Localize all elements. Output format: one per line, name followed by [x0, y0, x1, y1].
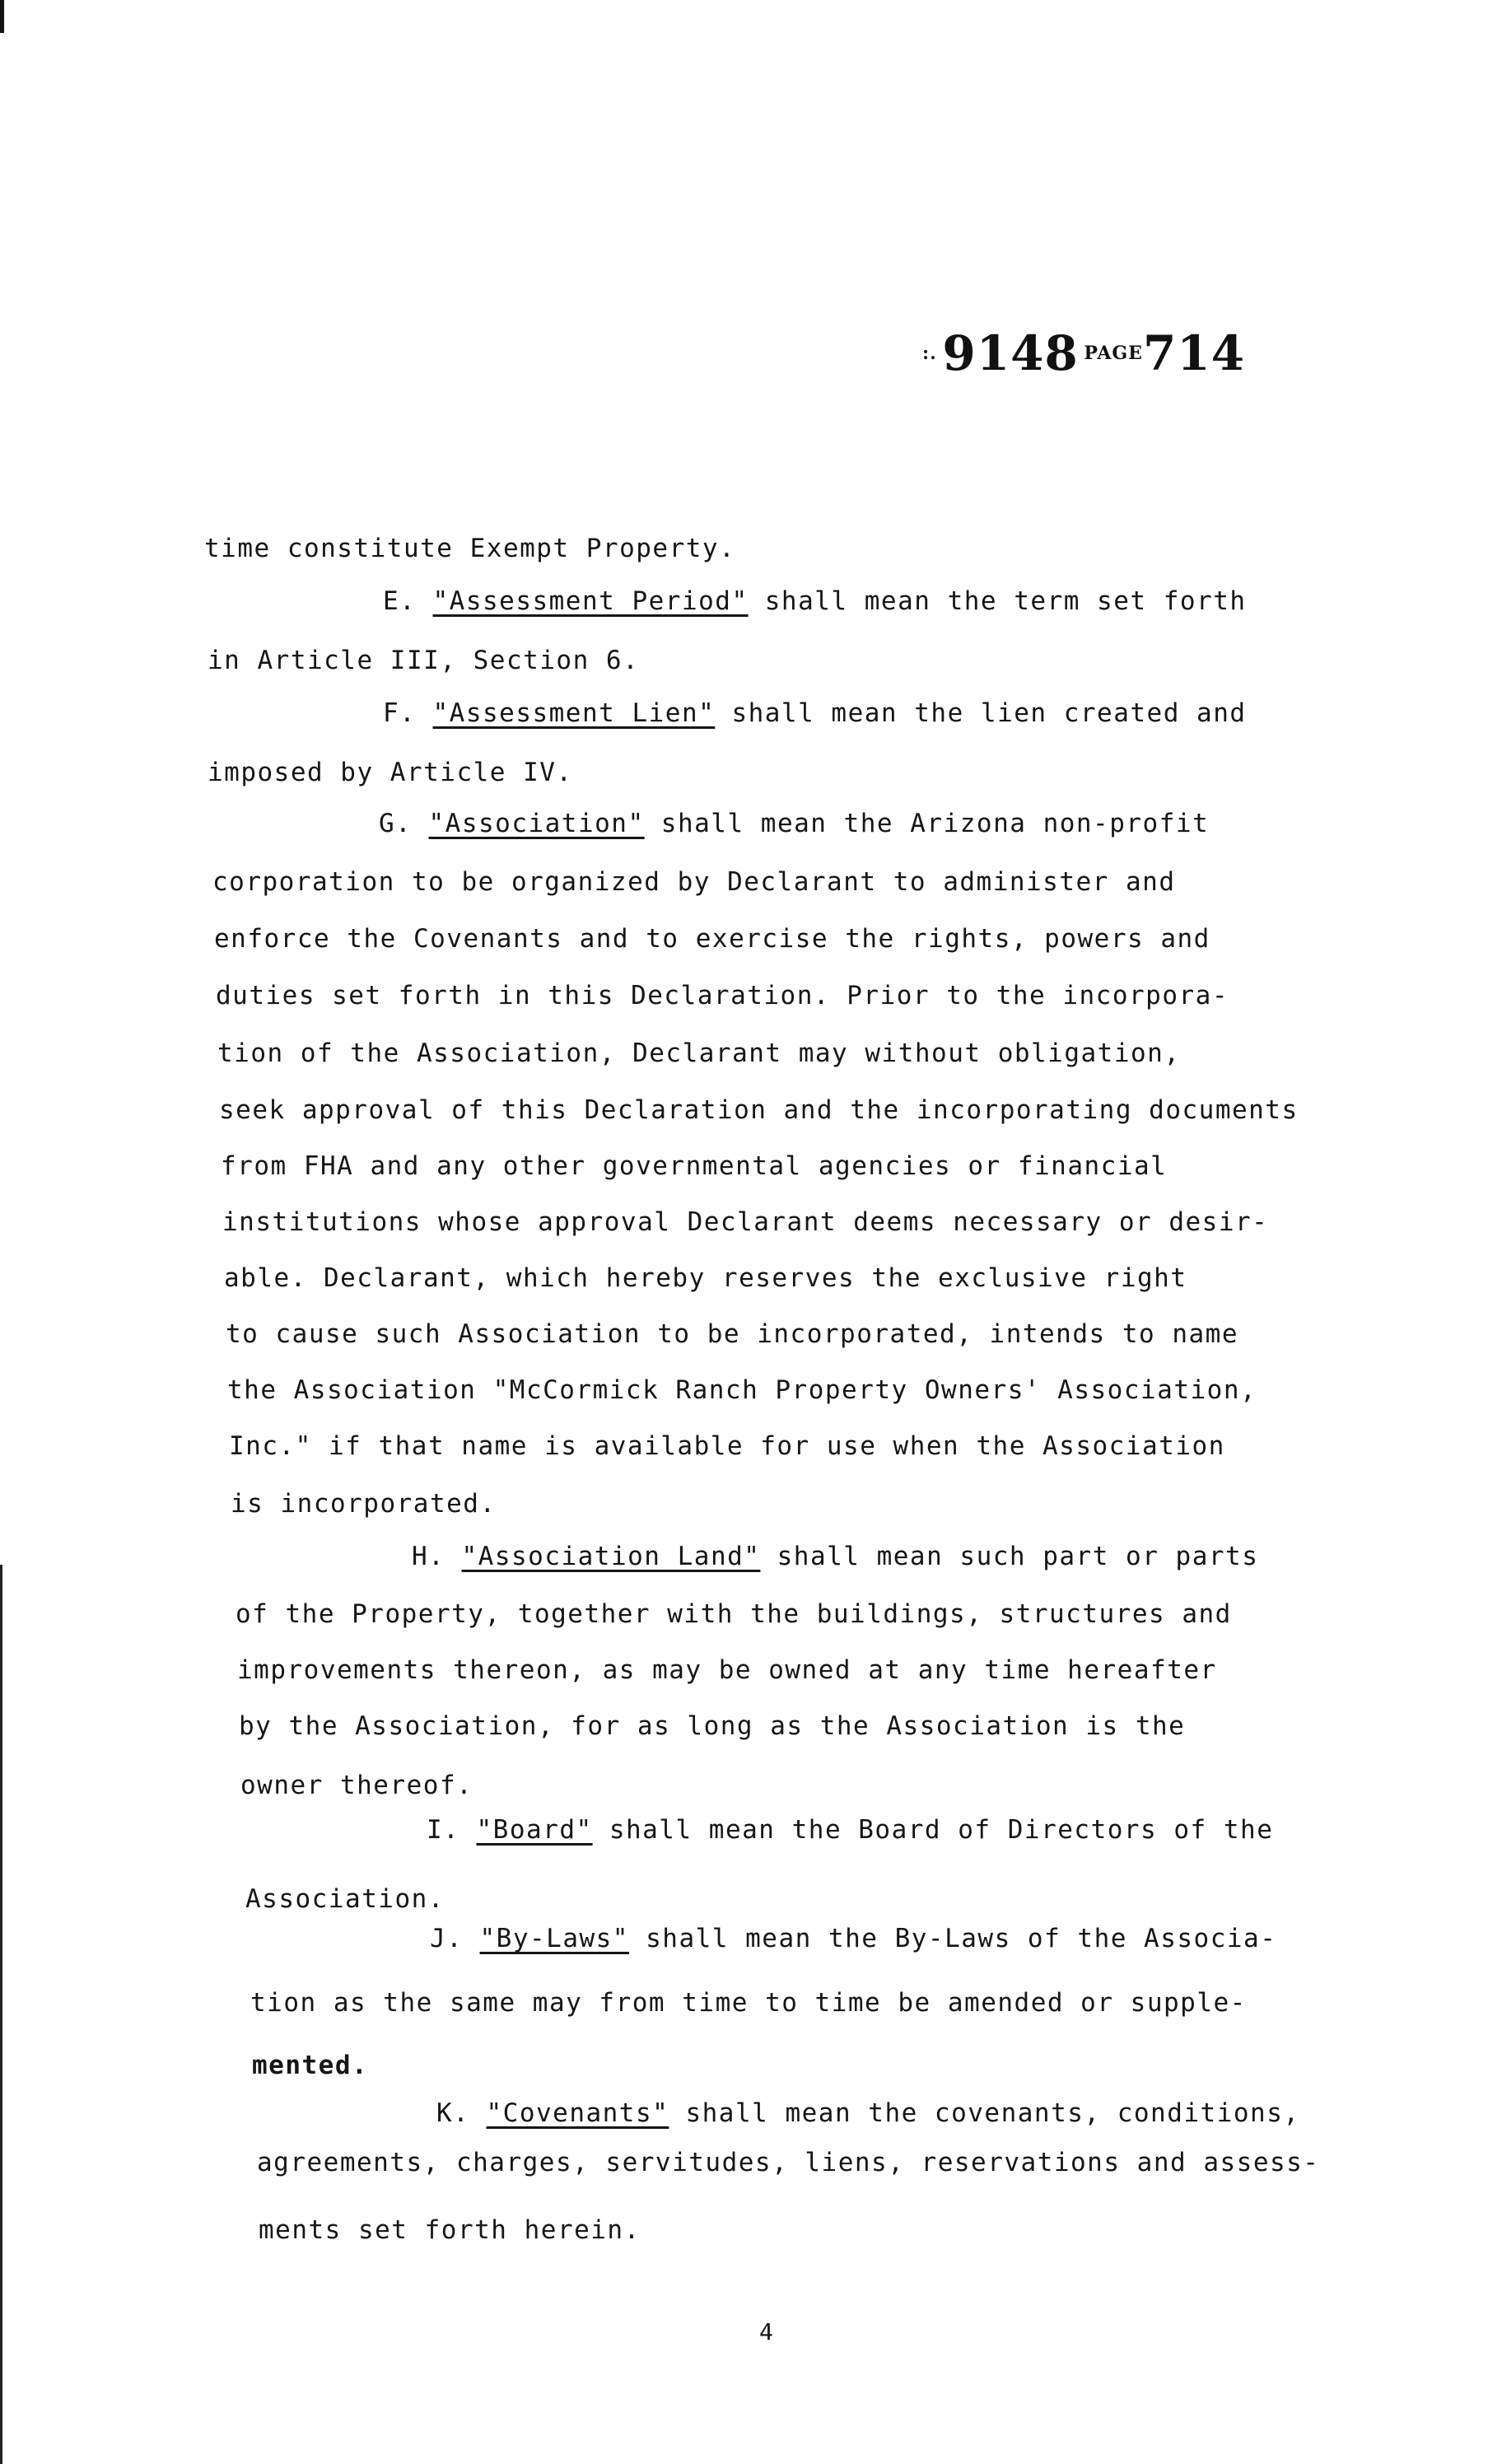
text-run: mented.	[252, 2051, 369, 2080]
docket-page-reference	[922, 325, 1245, 381]
text-run: shall mean the By-Laws of the Associa-	[628, 1924, 1277, 1953]
defined-term: "Covenants"	[486, 2098, 669, 2128]
text-run: time constitute Exempt Property.	[204, 534, 736, 563]
text-line	[212, 867, 1176, 897]
text-run: owner thereof.	[240, 1771, 473, 1800]
text-run: ments set forth herein.	[259, 2215, 641, 2245]
text-run: by the Association, for as long as the Association is the	[239, 1711, 1186, 1741]
text-run: shall mean the Arizona non-profit	[644, 809, 1210, 838]
text-run: of the Property, together with the buildings, structures and	[236, 1599, 1232, 1629]
text-line	[252, 2051, 368, 2080]
defined-term: "Board"	[476, 1815, 593, 1845]
text-run: tion as the same may from time to time be amended or supple-	[250, 1988, 1247, 2018]
docket-prefix: :.	[922, 343, 937, 364]
definition-line	[383, 698, 1247, 728]
text-run: agreements, charges, servitudes, liens, reservations and assess-	[257, 2148, 1320, 2177]
text-line	[250, 1988, 1247, 2018]
text-line	[236, 1599, 1232, 1629]
text-line	[227, 1375, 1257, 1405]
text-run: shall mean the covenants, conditions,	[669, 2098, 1300, 2128]
text-line	[217, 1038, 1181, 1068]
text-line	[245, 1884, 445, 1914]
definition-letter: I.	[427, 1815, 477, 1845]
text-line	[226, 1319, 1238, 1349]
docket-number: 9148	[942, 325, 1079, 381]
text-line	[222, 1207, 1268, 1237]
definition-letter: K.	[436, 2098, 487, 2128]
text-line	[239, 1711, 1185, 1741]
text-line	[237, 1655, 1217, 1685]
text-run: improvements thereon, as may be owned at any time hereafter	[237, 1655, 1217, 1685]
defined-term: "Assessment Period"	[432, 586, 749, 616]
text-run: in Article III, Section 6.	[208, 646, 640, 675]
text-run: shall mean the lien created and	[715, 698, 1247, 728]
text-run: shall mean such part or parts	[760, 1542, 1259, 1571]
text-run: the Association "McCormick Ranch Property Owners' Association,	[227, 1375, 1257, 1405]
text-line	[219, 1095, 1299, 1125]
text-line	[216, 981, 1229, 1010]
definition-line	[383, 586, 1247, 616]
text-line	[208, 646, 639, 675]
text-line	[214, 924, 1210, 954]
text-line	[240, 1771, 473, 1800]
definition-letter: F.	[383, 698, 433, 728]
text-run: shall mean the Board of Directors of the	[592, 1815, 1274, 1845]
text-run: imposed by Article IV.	[208, 758, 573, 787]
text-line	[229, 1431, 1225, 1461]
text-run: from FHA and any other governmental agencies or financial	[221, 1151, 1168, 1181]
text-run: tion of the Association, Declarant may without obligation,	[217, 1038, 1181, 1068]
text-run: able. Declarant, which hereby reserves the exclusive right	[224, 1263, 1187, 1293]
defined-term: "Assessment Lien"	[432, 698, 716, 728]
text-run: is incorporated.	[231, 1489, 497, 1519]
definition-line	[430, 1924, 1276, 1953]
definition-line	[436, 2098, 1300, 2128]
text-line	[208, 758, 573, 787]
text-run: seek approval of this Declaration and the incorporating documents	[219, 1095, 1299, 1125]
definition-line	[379, 809, 1209, 838]
text-run: Association.	[245, 1884, 445, 1914]
page-label: PAGE	[1084, 343, 1143, 364]
text-run: shall mean the term set forth	[748, 586, 1247, 616]
text-run: to cause such Association to be incorporated, intends to name	[226, 1319, 1238, 1349]
text-run: Inc." if that name is available for use when the Association	[229, 1431, 1225, 1461]
definition-line	[427, 1815, 1273, 1845]
definition-line	[412, 1542, 1258, 1571]
text-line	[224, 1263, 1187, 1293]
text-run: corporation to be organized by Declarant to administer and	[212, 867, 1176, 897]
text-line	[221, 1151, 1167, 1181]
text-line	[231, 1489, 497, 1519]
text-line	[257, 2148, 1319, 2177]
scan-edge-line	[0, 1565, 2, 2464]
scan-edge-mark	[0, 0, 4, 33]
defined-term: "By-Laws"	[479, 1924, 629, 1953]
text-run: duties set forth in this Declaration. Prior to the incorpora-	[216, 981, 1229, 1010]
text-line	[259, 2215, 641, 2245]
defined-term: "Association Land"	[461, 1542, 761, 1571]
page-number: 4	[759, 2318, 773, 2345]
definition-letter: G.	[379, 809, 429, 838]
text-run: enforce the Covenants and to exercise the rights, powers and	[214, 924, 1210, 954]
defined-term: "Association"	[428, 809, 645, 838]
text-line	[204, 534, 735, 563]
page-reference-number: 714	[1142, 325, 1246, 381]
definition-letter: H.	[412, 1542, 462, 1571]
definition-letter: J.	[430, 1924, 480, 1953]
definition-letter: E.	[383, 586, 433, 616]
text-run: institutions whose approval Declarant deems necessary or desir-	[222, 1207, 1269, 1237]
